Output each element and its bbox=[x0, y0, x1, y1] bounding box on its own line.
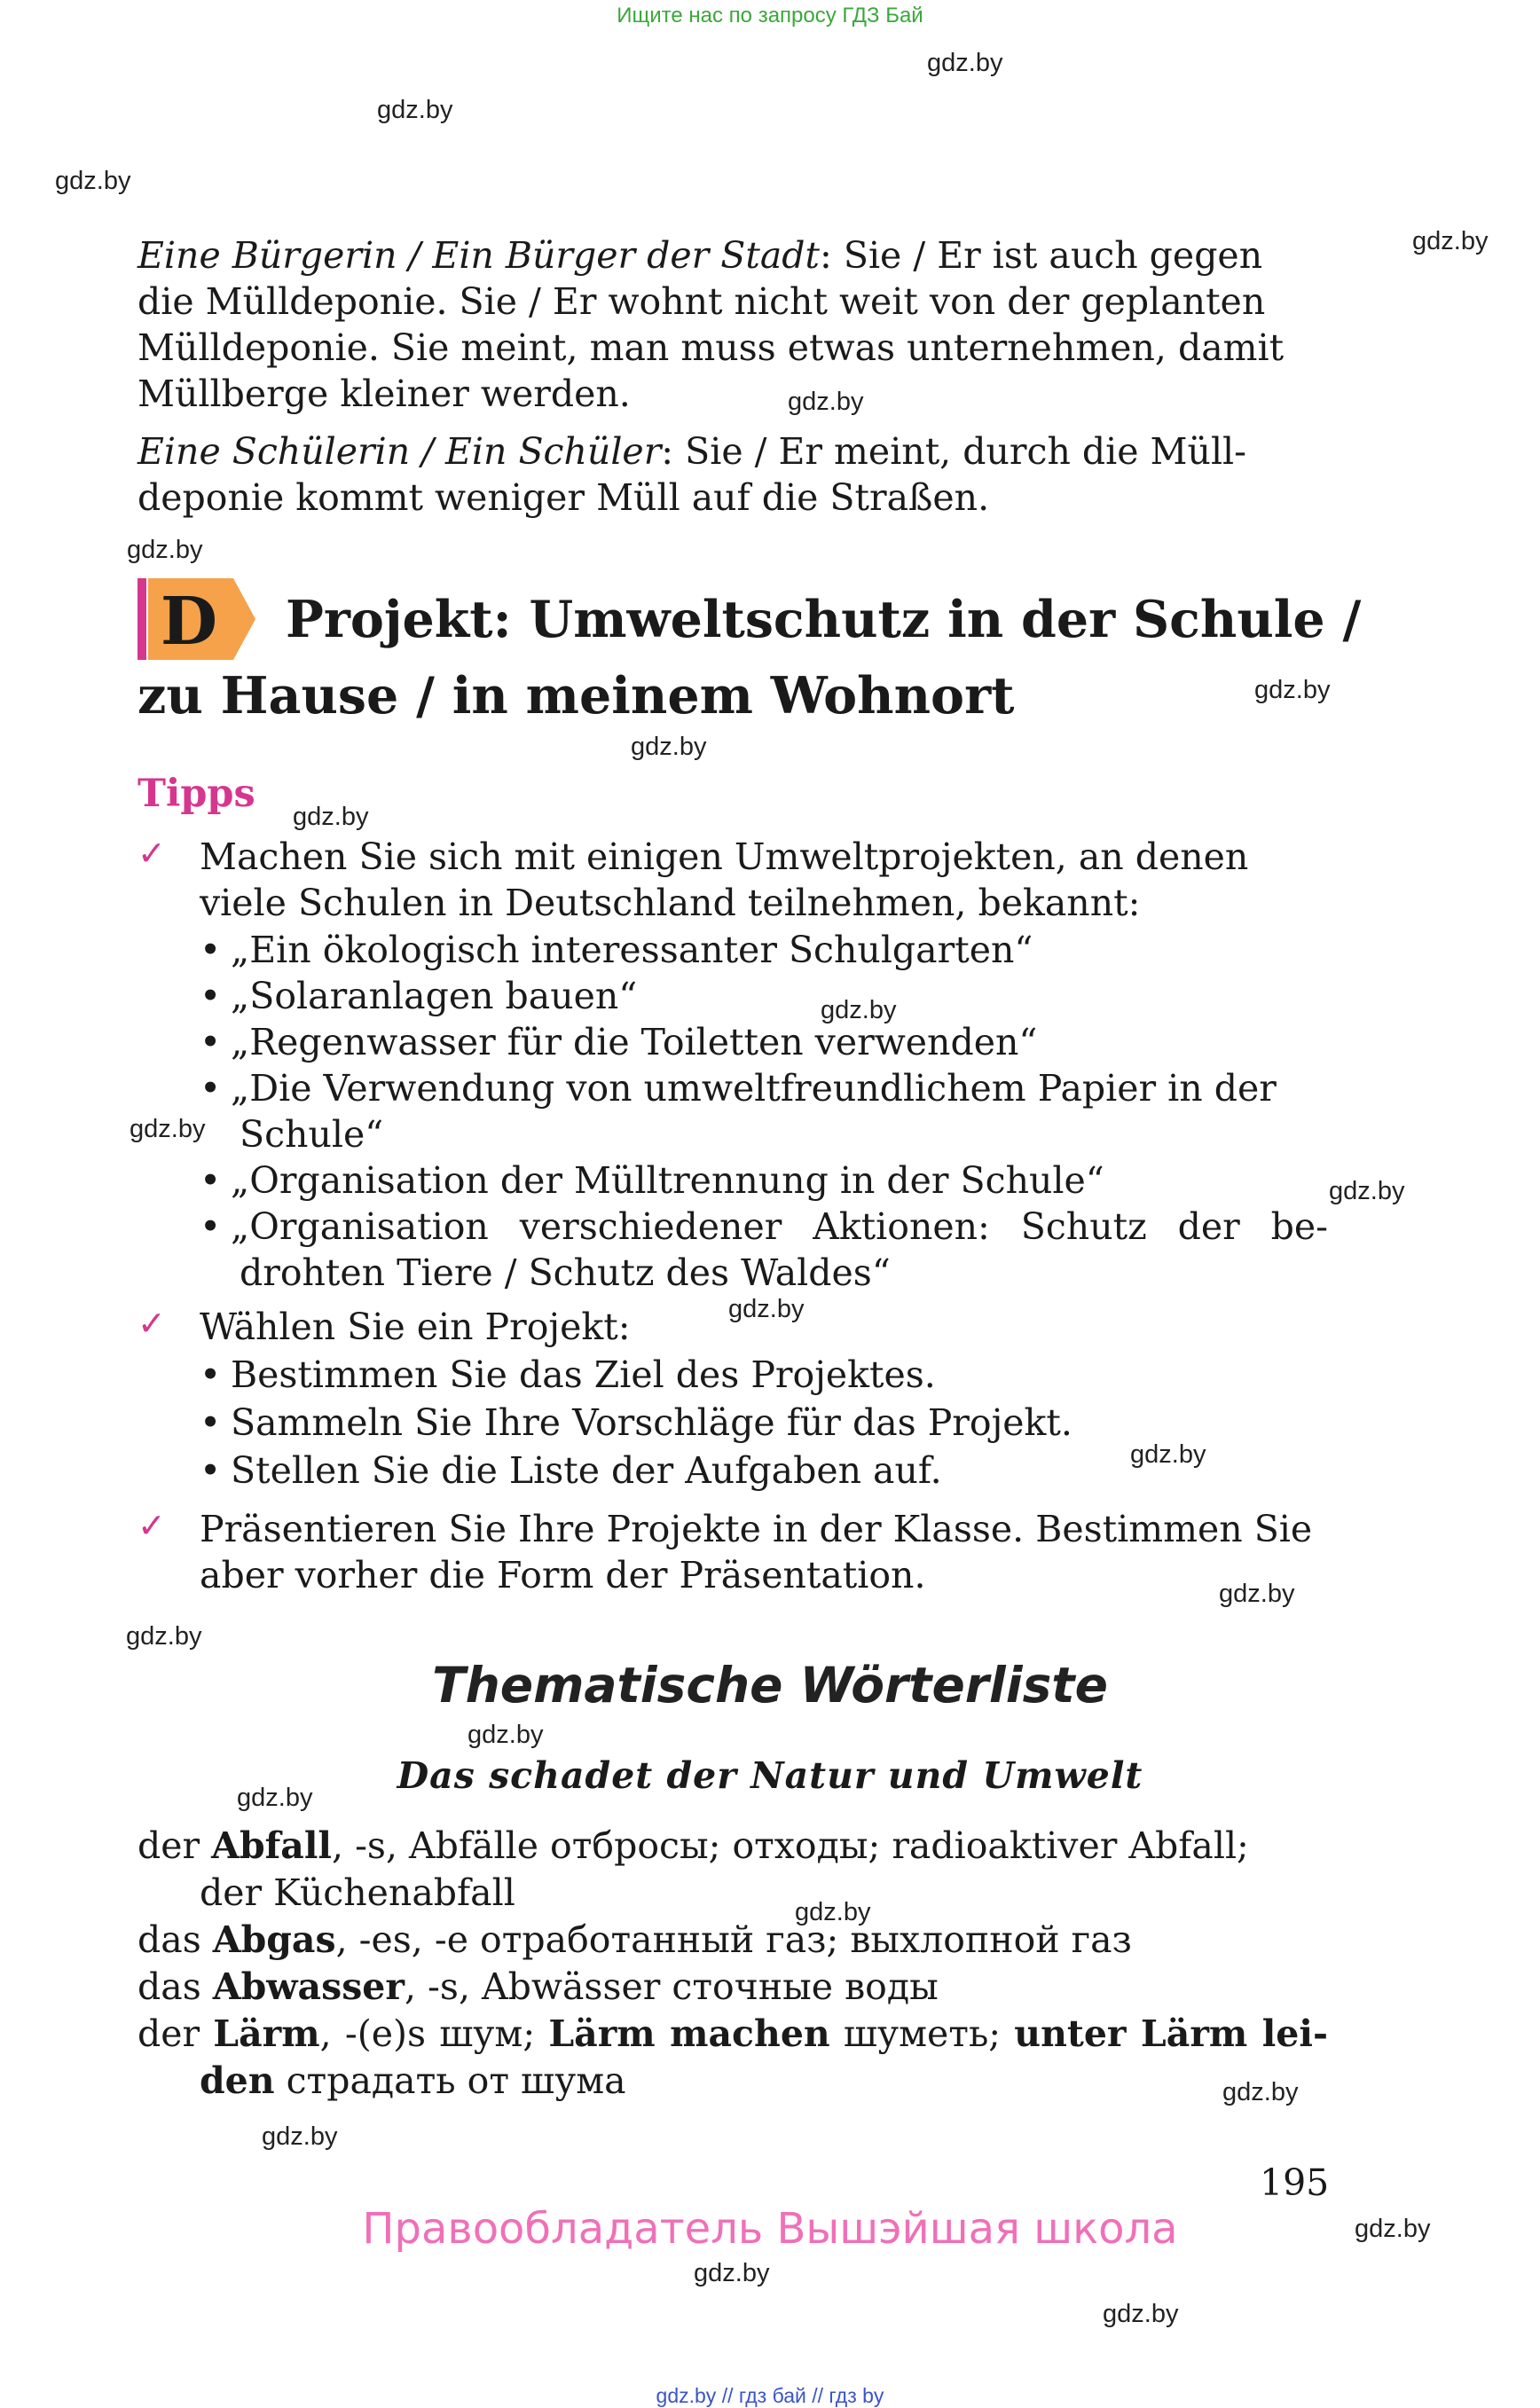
wordlist-entry bbox=[138, 1823, 1328, 1917]
section-title-line2: zu Hause / in meinem Wohnort bbox=[138, 666, 1015, 726]
page-number: 195 bbox=[1260, 2161, 1330, 2204]
top-banner: Ищите нас по запросу ГДЗ Бай bbox=[617, 4, 923, 27]
wordlist-title: Thematische Wörterliste bbox=[432, 1657, 1108, 1714]
watermark: gdz.by bbox=[130, 1115, 206, 1143]
phrase: Lärm machen bbox=[548, 2012, 830, 2055]
watermark: gdz.by bbox=[1219, 1580, 1295, 1608]
watermark: gdz.by bbox=[468, 1721, 544, 1749]
watermark: gdz.by bbox=[127, 536, 203, 564]
list-item: • Sammeln Sie Ihre Vorschläge für das Projekt. bbox=[200, 1401, 1072, 1444]
list-item: • „Regenwasser für die Toiletten verwenden“ bbox=[200, 1021, 1038, 1063]
headword: Abgas bbox=[212, 1918, 336, 1961]
watermark: gdz.by bbox=[377, 96, 453, 124]
watermark: gdz.by bbox=[728, 1295, 805, 1323]
list-item: • „Organisation der Mülltrennung in der Schule“ bbox=[200, 1159, 1104, 1202]
watermark: gdz.by bbox=[55, 167, 131, 195]
watermark: gdz.by bbox=[1130, 1440, 1206, 1469]
list-item-text: „Ein ökologisch interessanter Schulgarten“ bbox=[231, 929, 1033, 971]
bottom-links[interactable]: gdz.by // гдз бай // гдз by bbox=[656, 2384, 884, 2407]
tip-2: Wählen Sie ein Projekt: bbox=[200, 1306, 631, 1348]
watermark: gdz.by bbox=[694, 2259, 770, 2287]
watermark: gdz.by bbox=[631, 733, 707, 761]
phrase: den bbox=[200, 2059, 275, 2102]
role-text: deponie kommt weniger Müll auf die Straßen. bbox=[138, 476, 990, 519]
role-text: : Sie / Er ist auch gegen bbox=[820, 234, 1263, 277]
watermark: gdz.by bbox=[795, 1898, 871, 1926]
phrase: unter Lärm lei- bbox=[1014, 2012, 1328, 2055]
list-item-text: Sammeln Sie Ihre Vorschläge für das Projekt. bbox=[231, 1401, 1072, 1444]
list-item: • Bestimmen Sie das Ziel des Projektes. bbox=[200, 1353, 936, 1396]
tip-line: viele Schulen in Deutschland teilnehmen, bekannt: bbox=[200, 882, 1141, 924]
tip-3 bbox=[200, 1506, 1328, 1598]
article: das bbox=[138, 1965, 201, 2008]
list-item: • „Organisation verschiedener Aktionen: Schutz der be- drohten Tiere / Schutz des Waldes“ bbox=[200, 1205, 1328, 1294]
list-item-text: Stellen Sie die Liste der Aufgaben auf. bbox=[231, 1449, 942, 1492]
wordlist-entry bbox=[138, 1917, 1328, 1964]
entry-text: , -s, Abwässer сточные воды bbox=[404, 1965, 939, 2008]
section-letter: D bbox=[160, 584, 218, 660]
tip-line: Präsentieren Sie Ihre Projekte in der Klasse. Bestimmen Sie bbox=[200, 1508, 1313, 1550]
watermark: gdz.by bbox=[237, 1784, 313, 1812]
entry-text: шуметь; bbox=[829, 2012, 1015, 2055]
watermark: gdz.by bbox=[1254, 676, 1331, 704]
list-item-text: „Regenwasser für die Toiletten verwenden“ bbox=[231, 1021, 1038, 1063]
entry-text: , -es, -e отработанный газ; выхлопной газ bbox=[335, 1918, 1132, 1961]
watermark: gdz.by bbox=[262, 2122, 338, 2151]
wordlist-entry bbox=[138, 2011, 1328, 2105]
wordlist-entry bbox=[138, 1964, 1328, 2011]
entry-text: der Küchenabfall bbox=[200, 1871, 515, 1914]
list-item-text: „Organisation der Mülltrennung in der Schule“ bbox=[231, 1159, 1104, 1202]
role-text: : Sie / Er meint, durch die Müll- bbox=[661, 430, 1247, 473]
watermark: gdz.by bbox=[788, 388, 864, 416]
headword: Abwasser bbox=[212, 1965, 405, 2008]
watermark: gdz.by bbox=[821, 996, 897, 1024]
article: das bbox=[138, 1918, 201, 1961]
list-item: • „Solaranlagen bauen“ bbox=[200, 975, 638, 1017]
entry-text: , -(e)s шум; bbox=[319, 2012, 549, 2055]
headword: Lärm bbox=[213, 2012, 320, 2055]
article: der bbox=[138, 1824, 200, 1867]
tipps-label: Tipps bbox=[138, 772, 255, 816]
check-icon: ✓ bbox=[138, 834, 166, 873]
role-paragraph-buerger bbox=[138, 232, 1328, 417]
entry-text: , -s, Abfälle отбросы; отходы; radioaktiver Abfall; bbox=[332, 1824, 1249, 1867]
tip-line: aber vorher die Form der Präsentation. bbox=[200, 1554, 926, 1596]
role-text: Müllberge kleiner werden. bbox=[138, 373, 631, 415]
tip-line: Machen Sie sich mit einigen Umweltprojekten, an denen bbox=[200, 835, 1249, 878]
list-item-text: Schule“ bbox=[240, 1113, 384, 1156]
role-paragraph-schueler bbox=[138, 428, 1328, 521]
role-text: Mülldeponie. Sie meint, man muss etwas unternehmen, damit bbox=[138, 326, 1285, 369]
watermark: gdz.by bbox=[1103, 2300, 1179, 2328]
role-name: Eine Schülerin / Ein Schüler bbox=[138, 430, 662, 473]
watermark: gdz.by bbox=[1329, 1177, 1405, 1205]
section-letter-icon bbox=[138, 577, 257, 662]
check-icon: ✓ bbox=[138, 1304, 166, 1343]
watermark: gdz.by bbox=[927, 49, 1003, 77]
role-name: Eine Bürgerin / Ein Bürger der Stadt bbox=[138, 234, 821, 277]
wordlist-subtitle: Das schadet der Natur und Umwelt bbox=[397, 1754, 1143, 1797]
watermark: gdz.by bbox=[1222, 2078, 1299, 2106]
tip-1 bbox=[200, 834, 1328, 926]
list-item: • „Ein ökologisch interessanter Schulgarten“ bbox=[200, 929, 1033, 971]
entry-text: страдать от шума bbox=[274, 2059, 626, 2102]
list-item-text: „Die Verwendung von umweltfreundlichem Papier in der bbox=[231, 1067, 1277, 1110]
list-item-text: „Solaranlagen bauen“ bbox=[231, 975, 638, 1017]
check-icon: ✓ bbox=[138, 1506, 166, 1545]
watermark: gdz.by bbox=[293, 803, 369, 831]
headword: Abfall bbox=[211, 1824, 332, 1867]
list-item: • „Die Verwendung von umweltfreundlichem Papier in der Schule“ bbox=[200, 1065, 1328, 1157]
rights-notice: Правообладатель Вышэйшая школа bbox=[362, 2204, 1178, 2254]
list-item-text: Bestimmen Sie das Ziel des Projektes. bbox=[231, 1353, 936, 1396]
watermark: gdz.by bbox=[126, 1622, 202, 1651]
article: der bbox=[138, 2012, 200, 2055]
role-text: die Mülldeponie. Sie / Er wohnt nicht weit von der geplanten bbox=[138, 280, 1266, 323]
section-title-line1: Projekt: Umweltschutz in der Schule / bbox=[286, 590, 1362, 649]
watermark: gdz.by bbox=[1355, 2215, 1431, 2243]
watermark: gdz.by bbox=[1412, 227, 1489, 255]
list-item-text: drohten Tiere / Schutz des Waldes“ bbox=[240, 1251, 891, 1294]
list-item-text: „Organisation verschiedener Aktionen: Schutz der be- bbox=[231, 1205, 1328, 1248]
list-item: • Stellen Sie die Liste der Aufgaben auf. bbox=[200, 1449, 942, 1492]
